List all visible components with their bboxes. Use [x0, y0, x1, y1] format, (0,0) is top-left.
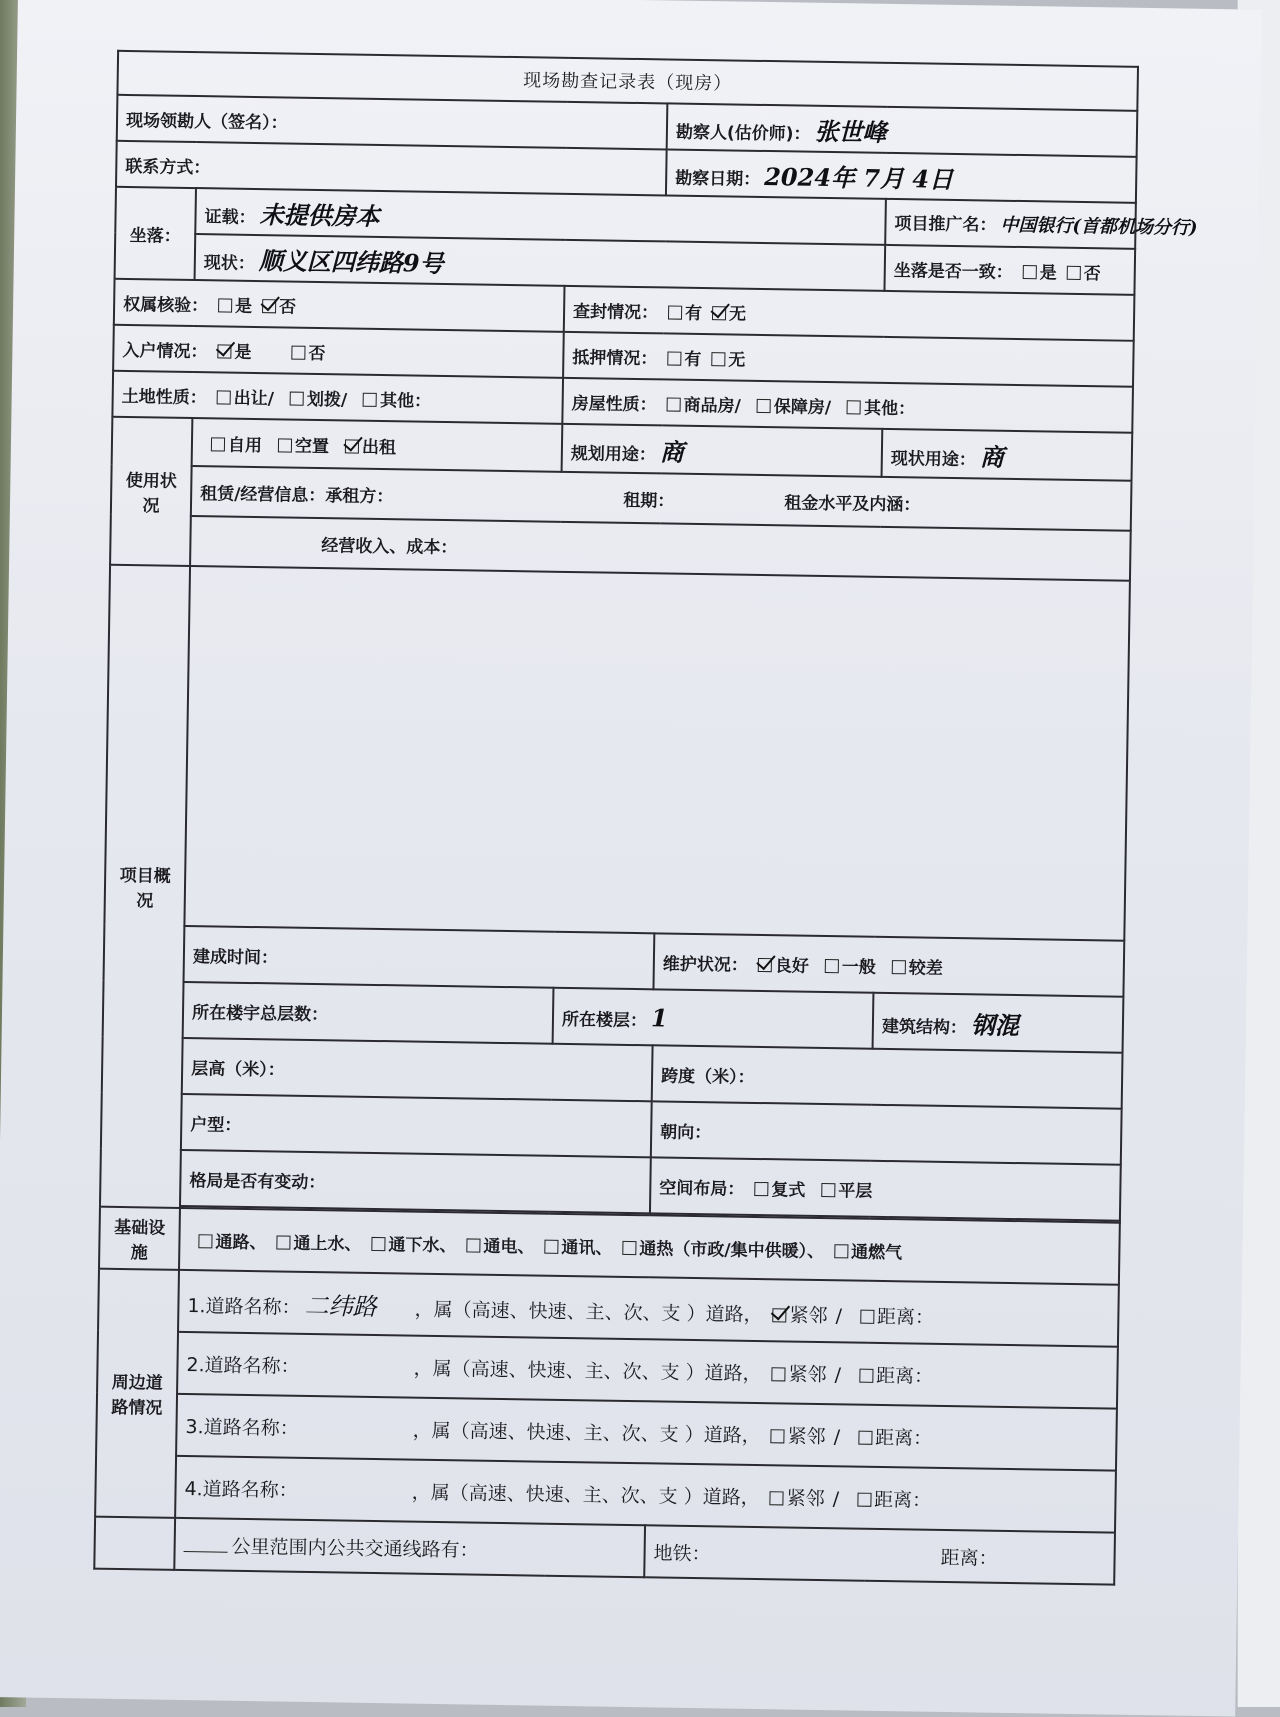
seal-have-checkbox[interactable] [668, 305, 682, 319]
mortgage-none-checkbox[interactable] [711, 352, 725, 366]
entry-no-checkbox[interactable] [291, 345, 305, 359]
maintenance-field: 维护状况： 良好 一般 较差 [653, 933, 1124, 996]
road-2-adjacent-checkbox[interactable] [772, 1367, 786, 1381]
road-row-3[interactable]: 3.道路名称： ，属（高速、快速、主、次、支 ）道路， 紧邻 / 距离： [176, 1394, 1117, 1471]
road-3-distance-checkbox[interactable] [858, 1430, 872, 1444]
house-nature-field: 房屋性质： 商品房/ 保障房/ 其他： [562, 378, 1133, 433]
roads-label: 周边道路情况 [95, 1269, 179, 1518]
location-label: 坐落： [115, 187, 196, 280]
location-consistent-field: 坐落是否一致： 是 否 [884, 245, 1135, 295]
consistent-no-checkbox[interactable] [1067, 265, 1081, 279]
infra-heat-checkbox[interactable] [622, 1240, 636, 1254]
overview-label: 项目概况 [100, 565, 190, 1208]
cert-location-value: 未提供房本 [259, 199, 380, 231]
maintenance-good-checkbox[interactable] [758, 957, 772, 971]
occupancy-vacant-checkbox[interactable] [278, 438, 292, 452]
occupancy-field: 自用 空置 出租 [192, 418, 563, 472]
mortgage-field: 抵押情况： 有 无 [563, 332, 1134, 387]
build-time-field[interactable]: 建成时间： [184, 926, 655, 989]
house-commercial-checkbox[interactable] [667, 397, 681, 411]
contact-field[interactable]: 联系方式： [116, 141, 667, 196]
usage-label: 使用状况 [110, 417, 192, 566]
mortgage-have-checkbox[interactable] [667, 351, 681, 365]
unit-type-field[interactable]: 户型： [181, 1094, 652, 1157]
entry-field: 入户情况： 是 否 [113, 325, 564, 378]
ownership-no-checkbox[interactable] [262, 299, 276, 313]
transit-category-cell [94, 1517, 175, 1570]
house-other-checkbox[interactable] [847, 400, 861, 414]
road-4-adjacent-checkbox[interactable] [770, 1491, 784, 1505]
orientation-field[interactable]: 朝向： [651, 1101, 1122, 1164]
road-2-distance-checkbox[interactable] [859, 1368, 873, 1382]
consistent-yes-checkbox[interactable] [1023, 265, 1037, 279]
surveyor-signature: 张世峰 [814, 116, 887, 147]
current-use-value: 商 [979, 441, 1005, 472]
infrastructure-field: 通路、 通上水、 通下水、 通电、 通讯、 通热（市政/集中供暖）、 通燃气 [179, 1208, 1120, 1285]
infra-water-in-checkbox[interactable] [276, 1235, 290, 1249]
overview-blank-area[interactable] [184, 566, 1130, 941]
seal-field: 查封情况： 有 无 [564, 286, 1135, 341]
land-allocate-checkbox[interactable] [290, 391, 304, 405]
planned-use-value: 商 [659, 436, 685, 467]
road-1-distance-checkbox[interactable] [860, 1309, 874, 1323]
current-use-field[interactable]: 现状用途： 商 [882, 429, 1133, 481]
road-row-1[interactable]: 1.道路名称： 二纬路 ，属（高速、快速、主、次、支 ）道路， 紧邻 / 距离： [178, 1270, 1119, 1347]
maintenance-poor-checkbox[interactable] [892, 960, 906, 974]
transit-field[interactable]: 公里范围内公共交通线路有： [174, 1518, 645, 1577]
ownership-yes-checkbox[interactable] [218, 298, 232, 312]
floor-field[interactable]: 所在楼层： 1 [553, 988, 874, 1049]
surveyor-field[interactable]: 勘察人(估价师)： 张世峰 [667, 103, 1138, 156]
infrastructure-label: 基础设施 [99, 1207, 180, 1270]
leader-signature-field[interactable]: 现场领勘人（签名）： [117, 95, 668, 150]
infra-gas-checkbox[interactable] [834, 1244, 848, 1258]
entry-yes-checkbox[interactable] [217, 344, 231, 358]
planned-use-field[interactable]: 规划用途： 商 [562, 424, 883, 477]
current-location-field[interactable]: 现状： 顺义区四纬路9号 [195, 234, 886, 291]
road-4-distance-checkbox[interactable] [857, 1492, 871, 1506]
road-row-2[interactable]: 2.道路名称： ，属（高速、快速、主、次、支 ）道路， 紧邻 / 距离： [177, 1332, 1118, 1409]
project-name-value: 中国银行(首都机场分行) [1000, 214, 1198, 239]
road-1-name: 二纬路 [304, 1291, 377, 1321]
floor-height-field[interactable]: 层高（米）： [182, 1038, 653, 1101]
seal-none-checkbox[interactable] [712, 306, 726, 320]
lease-info-field[interactable]: 租赁/经营信息：承租方： 租期： 租金水平及内涵： [191, 466, 1132, 531]
form-title: 现场勘查记录表（现房） [117, 51, 1138, 111]
maintenance-normal-checkbox[interactable] [825, 959, 839, 973]
land-transfer-checkbox[interactable] [217, 390, 231, 404]
occupancy-self-checkbox[interactable] [211, 437, 225, 451]
road-1-adjacent-checkbox[interactable] [772, 1308, 786, 1322]
project-name-field[interactable]: 项目推广名： 中国银行(首都机场分行) [885, 199, 1136, 249]
cert-location-field[interactable]: 证载： 未提供房本 [195, 188, 886, 245]
land-nature-field: 土地性质： 出让/ 划拨/ 其他： [112, 371, 563, 424]
survey-date-value: 2024年 7月 4日 [764, 161, 954, 194]
road-3-adjacent-checkbox[interactable] [771, 1429, 785, 1443]
infra-water-out-checkbox[interactable] [371, 1236, 385, 1250]
current-location-value: 顺义区四纬路9号 [258, 245, 444, 278]
floor-value: 1 [650, 1002, 668, 1033]
road-row-4[interactable]: 4.道路名称： ，属（高速、快速、主、次、支 ）道路， 紧邻 / 距离： [175, 1456, 1116, 1533]
occupancy-rent-checkbox[interactable] [345, 439, 359, 453]
structure-field[interactable]: 建筑结构： 钢混 [873, 993, 1124, 1053]
space-duplex-checkbox[interactable] [754, 1181, 768, 1195]
infra-power-checkbox[interactable] [466, 1238, 480, 1252]
span-field[interactable]: 跨度（米）： [652, 1045, 1123, 1108]
layout-change-field[interactable]: 格局是否有变动： [180, 1150, 651, 1213]
infra-telecom-checkbox[interactable] [544, 1239, 558, 1253]
survey-form-table [93, 50, 1198, 1586]
subway-field[interactable]: 地铁： 距离： [644, 1525, 1115, 1584]
total-floors-field[interactable]: 所在楼宇总层数： [183, 982, 554, 1044]
space-flat-checkbox[interactable] [821, 1182, 835, 1196]
income-field[interactable]: 经营收入、成本： [190, 516, 1131, 581]
house-affordable-checkbox[interactable] [757, 398, 771, 412]
structure-value: 钢混 [970, 1009, 1020, 1040]
ownership-field: 权属核验： 是 否 [114, 279, 565, 332]
land-other-checkbox[interactable] [363, 392, 377, 406]
space-layout-field: 空间布局： 复式 平层 [650, 1157, 1121, 1220]
survey-date-field[interactable]: 勘察日期： 2024年 7月 4日 [666, 149, 1137, 202]
infra-road-checkbox[interactable] [198, 1234, 212, 1248]
